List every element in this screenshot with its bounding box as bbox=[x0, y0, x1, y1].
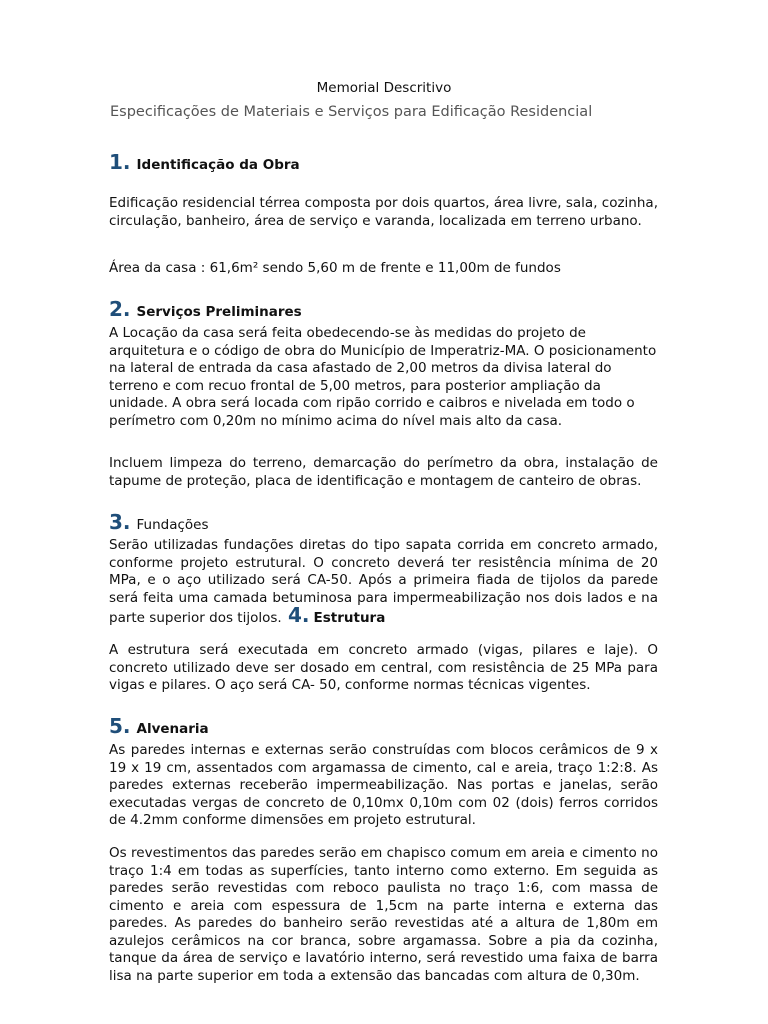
section-heading-3 bbox=[109, 510, 209, 534]
section-heading-1 bbox=[109, 150, 300, 174]
section-heading-5 bbox=[109, 714, 209, 738]
paragraph-alvenaria: As paredes internas e externas serão construídas com blocos cerâmicos de 9 x 19 x 19 cm, assentados com argamassa de cimento, cal e areia, traço 1:2:8. As paredes externas receberão impermeabilização. Nas portas e janelas, serão executadas vergas de concreto de 0,10mx 0,10m com 02 (dois) ferros corridos de 4.2mm conforme dimensões em projeto estrutural. bbox=[109, 742, 658, 828]
section-title: Identificação da Obra bbox=[136, 157, 300, 173]
paragraph-estrutura: A estrutura será executada em concreto armado (vigas, pilares e laje). O concreto utilizado deve ser dosado em central, com resistência de 25 MPa para vigas e pilares. O aço será CA- 50, conforme normas técnicas vigentes. bbox=[109, 642, 658, 693]
paragraph-fundacoes bbox=[109, 537, 658, 628]
section-title: Estrutura bbox=[313, 610, 386, 626]
document-subtitle: Especificações de Materiais e Serviços para Edificação Residencial bbox=[110, 104, 593, 120]
section-title: Alvenaria bbox=[136, 721, 209, 737]
section-number: 2. bbox=[109, 297, 131, 321]
section-heading-4 bbox=[286, 603, 386, 627]
section-number: 3. bbox=[109, 510, 131, 534]
paragraph-locacao: A Locação da casa será feita obedecendo-se às medidas do projeto de arquitetura e o código de obra do Município de Imperatriz-MA. O posicionamento na lateral de entrada da casa afastado de 2,00 metros da divisa lateral do terreno e com recuo frontal de 5,00 metros, para posterior ampliação da unidade. A obra será locada com ripão corrido e caibros e nivelada em todo o perímetro com 0,20m no mínimo acima do nível mais alto da casa. bbox=[109, 325, 657, 429]
section-title: Serviços Preliminares bbox=[136, 304, 302, 320]
paragraph-revestimentos: Os revestimentos das paredes serão em chapisco comum em areia e cimento no traço 1:4 em todas as superfícies, tanto interno como externo. Em seguida as paredes serão revestidas com reboco paulista no traço 1:6, com massa de cimento e areia com espessura de 1,5cm na parte interna e externa das paredes. As paredes do banheiro serão revestidas até a altura de 1,80m em azulejos cerâmicos na cor branca, sobre argamassa. Sobre a pia da cozinha, tanque da área de serviço e lavatório interno, será revestido uma faixa de barra lisa na parte superior em toda a extensão das bancadas com altura de 0,30m. bbox=[109, 845, 658, 984]
paragraph-limpeza: Incluem limpeza do terreno, demarcação do perímetro da obra, instalação de tapume de proteção, placa de identificação e montagem de canteiro de obras. bbox=[109, 455, 658, 489]
section-number: 1. bbox=[109, 150, 131, 174]
section-title: Fundações bbox=[136, 517, 209, 533]
paragraph-area-casa: Área da casa : 61,6m² sendo 5,60 m de frente e 11,00m de fundos bbox=[109, 260, 561, 276]
section-number: 4. bbox=[288, 603, 310, 627]
paragraph-obra-descricao: Edificação residencial térrea composta por dois quartos, área livre, sala, cozinha, circulação, banheiro, área de serviço e varanda, localizada em terreno urbano. bbox=[109, 195, 658, 229]
section-heading-2 bbox=[109, 297, 302, 321]
document-title: Memorial Descritivo bbox=[316, 80, 452, 96]
paragraph-fundacoes-text: Serão utilizadas fundações diretas do tipo sapata corrida em concreto armado, conforme projeto estrutural. O concreto deverá ter resistência mínima de 20 MPa, e o aço utilizado será CA-50. Após a primeira fiada de tijolos da parede será feita uma camada betuminosa para impermeabilização nos dois lados e na parte superior dos tijolos. bbox=[109, 537, 658, 626]
section-number: 5. bbox=[109, 714, 131, 738]
